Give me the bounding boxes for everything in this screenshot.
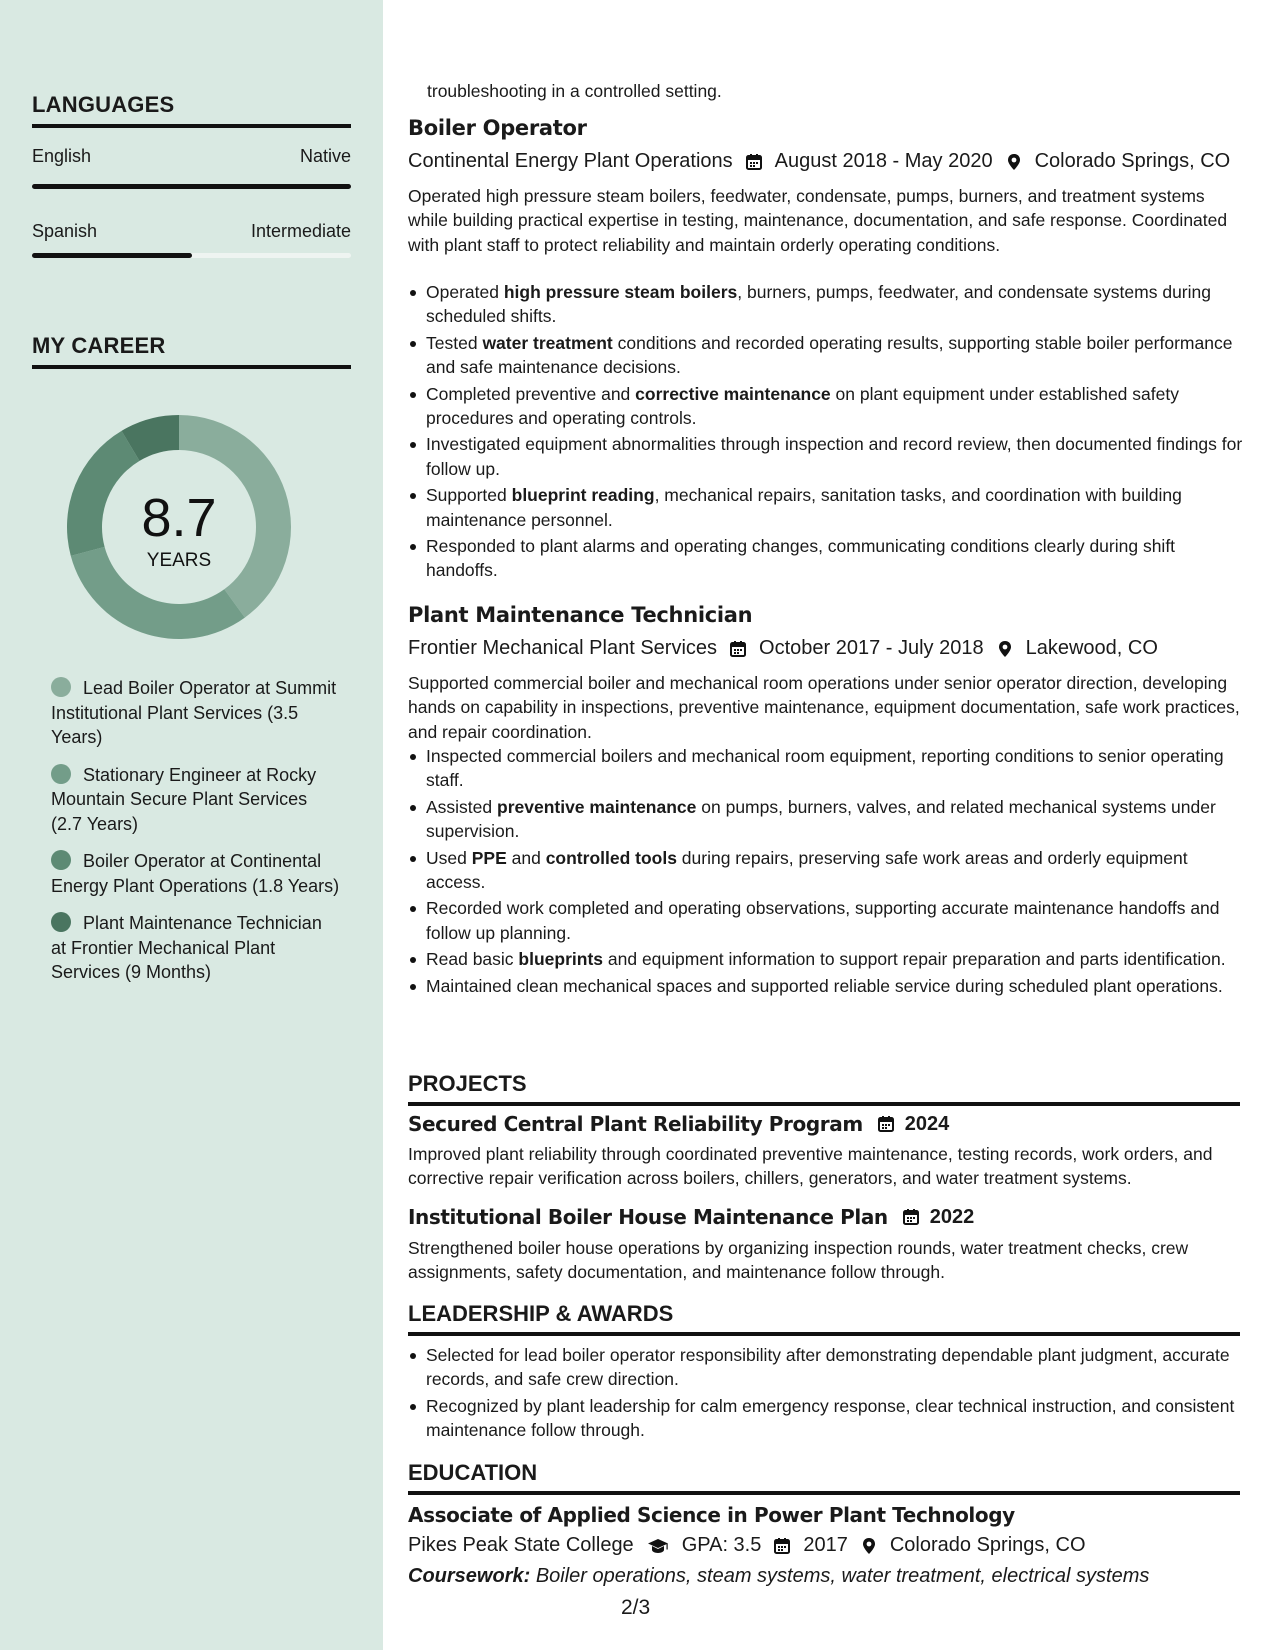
job-bullet: Maintained clean mechanical spaces and supported reliable service during scheduled plant operations. bbox=[408, 974, 1248, 998]
job-bullet: Assisted preventive maintenance on pumps, burners, valves, and related mechanical systems under supervision. bbox=[408, 795, 1248, 844]
career-total-value: 8.7 bbox=[141, 488, 217, 548]
career-legend-item: Plant Maintenance Technician at Frontier Mechanical Plant Services (9 Months) bbox=[51, 913, 322, 982]
job-bullet: Operated high pressure steam boilers, burners, pumps, feedwater, and condensate systems during scheduled shifts. bbox=[408, 280, 1248, 329]
language-name: Spanish bbox=[32, 221, 98, 241]
job-bullet: Used PPE and controlled tools during repairs, preserving safe work areas and orderly equipment access. bbox=[408, 846, 1248, 895]
career-legend-item: Lead Boiler Operator at Summit Institutional Plant Services (3.5 Years) bbox=[51, 678, 337, 747]
job-location: Colorado Springs, CO bbox=[1034, 150, 1231, 172]
language-row-english bbox=[32, 146, 351, 167]
coursework-label: Coursework: bbox=[408, 1565, 531, 1587]
calendar-icon bbox=[902, 1208, 920, 1226]
leadership-bullet: Recognized by plant leadership for calm emergency response, clear technical instruction, and consistent maintenance follow through. bbox=[408, 1394, 1248, 1443]
legend-dot bbox=[51, 764, 71, 784]
graduation-year: 2017 bbox=[803, 1534, 848, 1556]
language-name: English bbox=[32, 146, 92, 166]
education-meta bbox=[408, 1534, 1086, 1557]
job-bullet: Responded to plant alarms and operating changes, communicating conditions clearly during shift handoffs. bbox=[408, 534, 1248, 583]
job-bullet: Supported blueprint reading, mechanical repairs, sanitation tasks, and coordination with building maintenance personnel. bbox=[408, 483, 1248, 532]
languages-heading: LANGUAGES bbox=[32, 92, 351, 128]
coursework bbox=[408, 1565, 1149, 1588]
school-name: Pikes Peak State College bbox=[408, 1534, 634, 1556]
coursework-list: Boiler operations, steam systems, water treatment, electrical systems bbox=[535, 1565, 1150, 1587]
sidebar bbox=[0, 0, 383, 1650]
language-level: Native bbox=[299, 146, 351, 166]
degree-title: Associate of Applied Science in Power Plant Technology bbox=[408, 1503, 1015, 1527]
project-description: Improved plant reliability through coordinated preventive maintenance, testing records, work orders, and corrective repair verification across boilers, chillers, generators, and water treatment systems. bbox=[408, 1144, 1213, 1189]
job-bullet: Completed preventive and corrective maintenance on plant equipment under established safety procedures and operating controls. bbox=[408, 382, 1248, 431]
project-year: 2024 bbox=[904, 1112, 950, 1135]
job-dates: August 2018 - May 2020 bbox=[774, 150, 993, 172]
job-title: Boiler Operator bbox=[408, 116, 587, 140]
gpa: GPA: 3.5 bbox=[681, 1534, 762, 1556]
job-bullet: Tested water treatment conditions and recorded operating results, supporting stable boiler performance and safe maintenance decisions. bbox=[408, 331, 1248, 380]
project-title: Institutional Boiler House Maintenance Plan 2022 bbox=[408, 1205, 975, 1229]
career-total-unit: YEARS bbox=[146, 550, 212, 571]
language-bar-english bbox=[32, 184, 351, 189]
projects-heading: PROJECTS bbox=[408, 1071, 1240, 1106]
project-year: 2022 bbox=[929, 1205, 975, 1228]
school-location: Colorado Springs, CO bbox=[889, 1534, 1086, 1556]
job-bullet: Investigated equipment abnormalities through inspection and record review, then documented findings for follow up. bbox=[408, 432, 1248, 481]
map-pin-icon bbox=[860, 1537, 878, 1555]
language-bar-fill bbox=[32, 184, 351, 189]
legend-dot bbox=[51, 850, 71, 870]
language-row-spanish bbox=[32, 221, 351, 242]
leadership-heading: LEADERSHIP & AWARDS bbox=[408, 1301, 1240, 1336]
job-meta bbox=[408, 150, 1230, 173]
carryover-text: troubleshooting in a controlled setting. bbox=[427, 81, 722, 101]
job-location: Lakewood, CO bbox=[1025, 637, 1158, 659]
calendar-icon bbox=[773, 1537, 791, 1555]
company-name: Frontier Mechanical Plant Services bbox=[408, 637, 718, 659]
leadership-bullets bbox=[408, 1343, 1248, 1445]
project-title: Secured Central Plant Reliability Program 2024 bbox=[408, 1112, 950, 1136]
job-title: Plant Maintenance Technician bbox=[408, 603, 753, 627]
legend-dot bbox=[51, 912, 71, 932]
job-bullet: Recorded work completed and operating observations, supporting accurate maintenance handoffs and follow up planning. bbox=[408, 896, 1248, 945]
job-bullet: Inspected commercial boilers and mechanical room equipment, reporting conditions to senior operating staff. bbox=[408, 744, 1248, 793]
language-bar-fill bbox=[32, 253, 192, 258]
job-bullet: Read basic blueprints and equipment information to support repair preparation and parts identification. bbox=[408, 947, 1248, 971]
company-name: Continental Energy Plant Operations bbox=[408, 150, 733, 172]
job-bullets bbox=[408, 744, 1248, 1000]
main-content bbox=[383, 0, 1275, 1650]
project-description: Strengthened boiler house operations by organizing inspection rounds, water treatment checks, crew assignments, safety documentation, and maintenance follow through. bbox=[408, 1238, 1189, 1283]
job-summary: Operated high pressure steam boilers, feedwater, condensate, pumps, burners, and treatment systems while building practical expertise in testing, maintenance, documentation, and safe response. Coordinated with plant staff to protect reliability and maintain orderly operating conditions. bbox=[408, 186, 1228, 255]
education-heading: EDUCATION bbox=[408, 1460, 1240, 1495]
language-level: Intermediate bbox=[250, 221, 351, 241]
calendar-icon bbox=[729, 640, 747, 658]
calendar-icon bbox=[745, 153, 763, 171]
career-legend bbox=[51, 676, 341, 998]
map-pin-icon bbox=[996, 640, 1014, 658]
language-bar-spanish bbox=[32, 253, 351, 258]
job-dates: October 2017 - July 2018 bbox=[759, 637, 984, 659]
career-legend-item: Stationary Engineer at Rocky Mountain Secure Plant Services (2.7 Years) bbox=[51, 764, 317, 834]
career-heading: MY CAREER bbox=[32, 333, 351, 369]
graduation-cap-icon bbox=[646, 1537, 670, 1555]
job-summary: Supported commercial boiler and mechanical room operations under senior operator direction, developing hands on capability in inspections, preventive maintenance, equipment documentation, safe work practices, and repair coordination. bbox=[408, 673, 1240, 742]
job-bullets bbox=[408, 280, 1248, 585]
leadership-bullet: Selected for lead boiler operator responsibility after demonstrating dependable plant judgment, accurate records, and safe crew direction. bbox=[408, 1343, 1248, 1392]
legend-dot bbox=[51, 677, 71, 697]
career-legend-item: Boiler Operator at Continental Energy Plant Operations (1.8 Years) bbox=[51, 851, 340, 896]
calendar-icon bbox=[877, 1115, 895, 1133]
job-meta bbox=[408, 637, 1158, 660]
map-pin-icon bbox=[1005, 153, 1023, 171]
page-number: 2/3 bbox=[621, 1596, 651, 1619]
